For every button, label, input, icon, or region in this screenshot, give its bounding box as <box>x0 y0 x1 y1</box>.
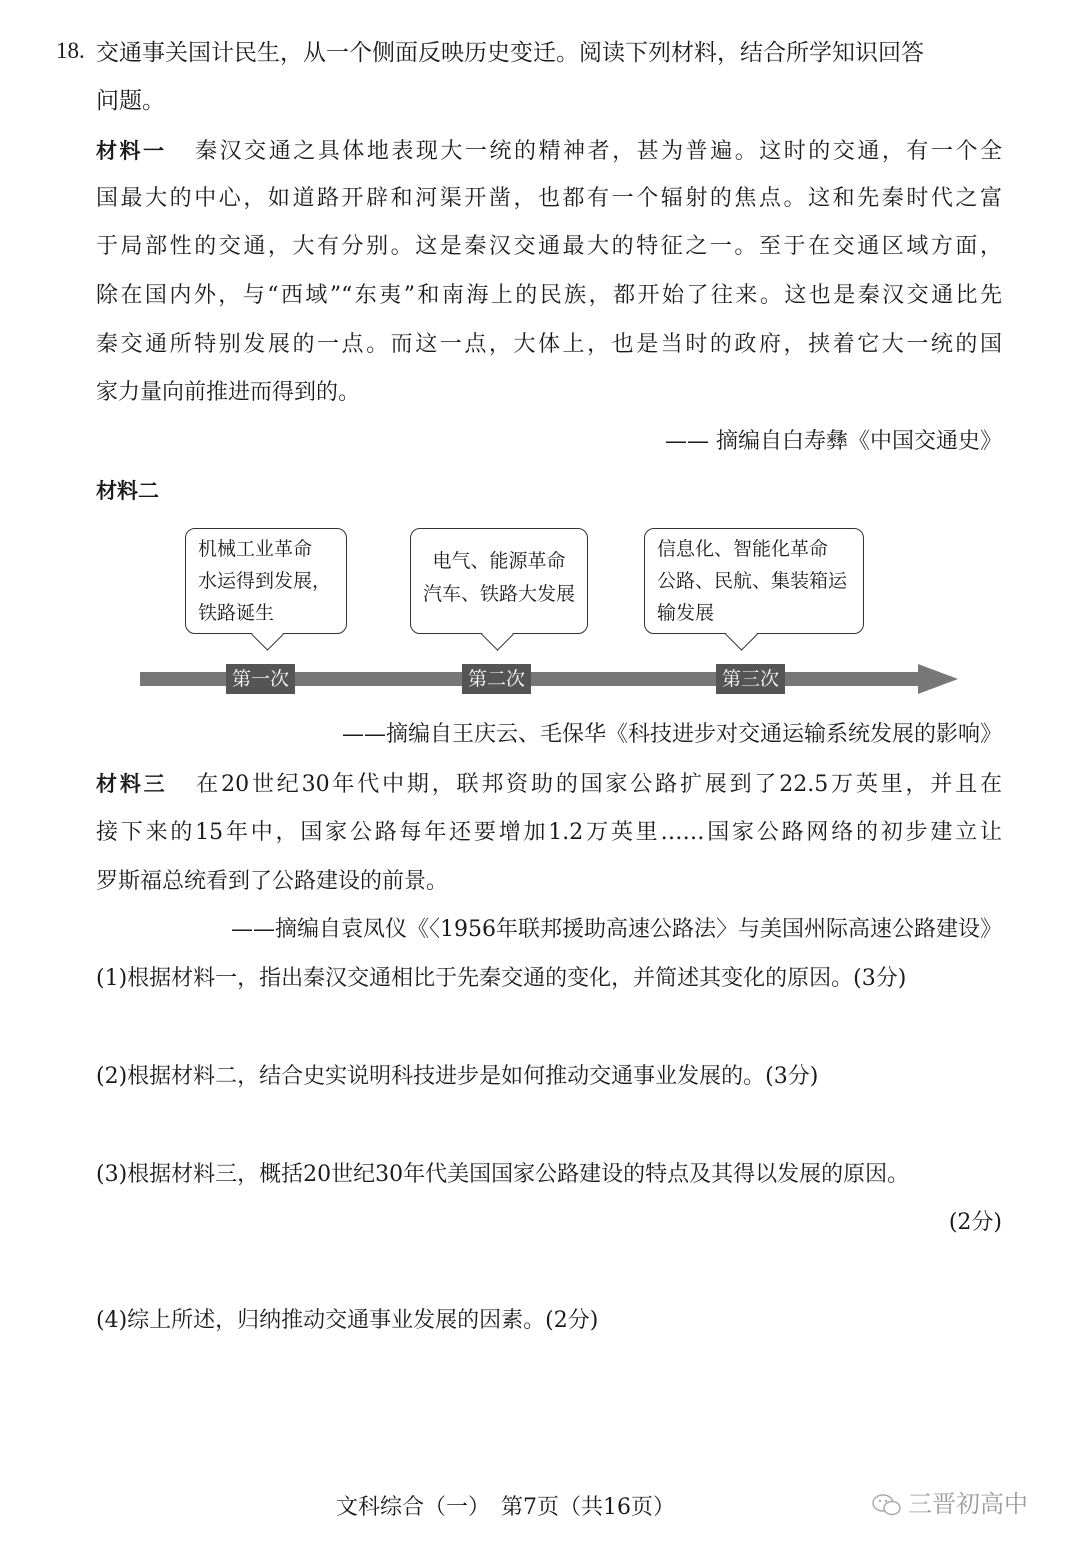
wechat-icon <box>872 1493 902 1517</box>
material1-label: 材料一 <box>96 139 167 163</box>
material3-label: 材料三 <box>96 772 168 796</box>
subquestion-2: (2)根据材料二，结合史实说明科技进步是如何推动交通事业发展的。(3分) <box>96 1064 819 1089</box>
bubble3-line-2: 公路、民航、集装箱运 <box>657 570 848 592</box>
stage-second: 第二次 <box>462 664 531 694</box>
stage-first: 第一次 <box>226 664 295 694</box>
material1-line-5: 秦交通所特别发展的一点。而这一点，大体上，也是当时的政府，挟着它大一统的国 <box>96 332 1002 357</box>
bubble-second-revolution <box>410 528 588 634</box>
subquestion-1: (1)根据材料一，指出秦汉交通相比于先秦交通的变化，并简述其变化的原因。(3分) <box>96 966 907 991</box>
material2-label: 材料二 <box>96 479 159 503</box>
material1-line-4: 除在国内外，与“西域”“东夷”和南海上的民族，都开始了往来。这也是秦汉交通比先 <box>96 283 1002 308</box>
timeline-arrow-head-icon <box>918 664 958 694</box>
material2-source: ——摘编自王庆云、毛保华《科技进步对交通运输系统发展的影响》 <box>341 722 1002 747</box>
question-stem-line-1: 交通事关国计民生，从一个侧面反映历史变迁。阅读下列材料，结合所学知识回答 <box>96 40 924 66</box>
bubble2-line-1: 电气、能源革命 <box>432 550 566 572</box>
subquestion-3: (3)根据材料三，概括20世纪30年代美国国家公路建设的特点及其得以发展的原因。 <box>96 1162 910 1187</box>
question-stem-line-2: 问题。 <box>96 88 165 114</box>
material1-line-6: 家力量向前推进而得到的。 <box>96 380 361 405</box>
bubble3-line-1: 信息化、智能化革命 <box>657 538 829 560</box>
material1-text-1: 秦汉交通之具体地表现大一统的精神者，甚为普遍。这时的交通，有一个全 <box>192 139 1002 164</box>
material1-source: —— 摘编自白寿彝《中国交通史》 <box>665 429 1002 454</box>
subquestion-3-score: (2分) <box>948 1210 1002 1235</box>
material3-source: ——摘编自袁凤仪《〈1956年联邦援助高速公路法〉与美国州际高速公路建设》 <box>231 917 1002 942</box>
material1-line-3: 于局部性的交通，大有分别。这是秦汉交通最大的特征之一。至于在交通区域方面， <box>96 234 1002 259</box>
material3-line-1 <box>96 769 1002 800</box>
bubble3-line-3: 输发展 <box>657 602 715 624</box>
material1-line-1 <box>96 136 1002 167</box>
material3-text-1: 在20世纪30年代中期，联邦资助的国家公路扩展到了22.5万英里，并且在 <box>193 772 1003 797</box>
material3-line-2: 接下来的15年中，国家公路每年还要增加1.2万英里……国家公路网络的初步建立让 <box>96 820 1002 845</box>
bubble-third-revolution <box>644 528 864 634</box>
material3-line-3: 罗斯福总统看到了公路建设的前景。 <box>96 869 449 894</box>
material1-line-2: 国最大的中心，如道路开辟和河渠开凿，也都有一个辐射的焦点。这和先秦时代之富 <box>96 186 1002 211</box>
bubble1-line-3: 铁路诞生 <box>198 602 275 624</box>
question-number: 18. <box>56 38 85 63</box>
stage-third: 第三次 <box>716 664 785 694</box>
watermark-text: 三晋初高中 <box>908 1490 1028 1518</box>
bubble1-line-2: 水运得到发展， <box>198 570 332 592</box>
bubble2-line-2: 汽车、铁路大发展 <box>423 583 576 605</box>
bubble1-line-1: 机械工业革命 <box>198 538 313 560</box>
page-footer: 文科综合（一） 第7页（共16页） <box>336 1495 675 1520</box>
subquestion-4: (4)综上所述，归纳推动交通事业发展的因素。(2分) <box>96 1308 599 1333</box>
watermark <box>872 1484 1028 1519</box>
